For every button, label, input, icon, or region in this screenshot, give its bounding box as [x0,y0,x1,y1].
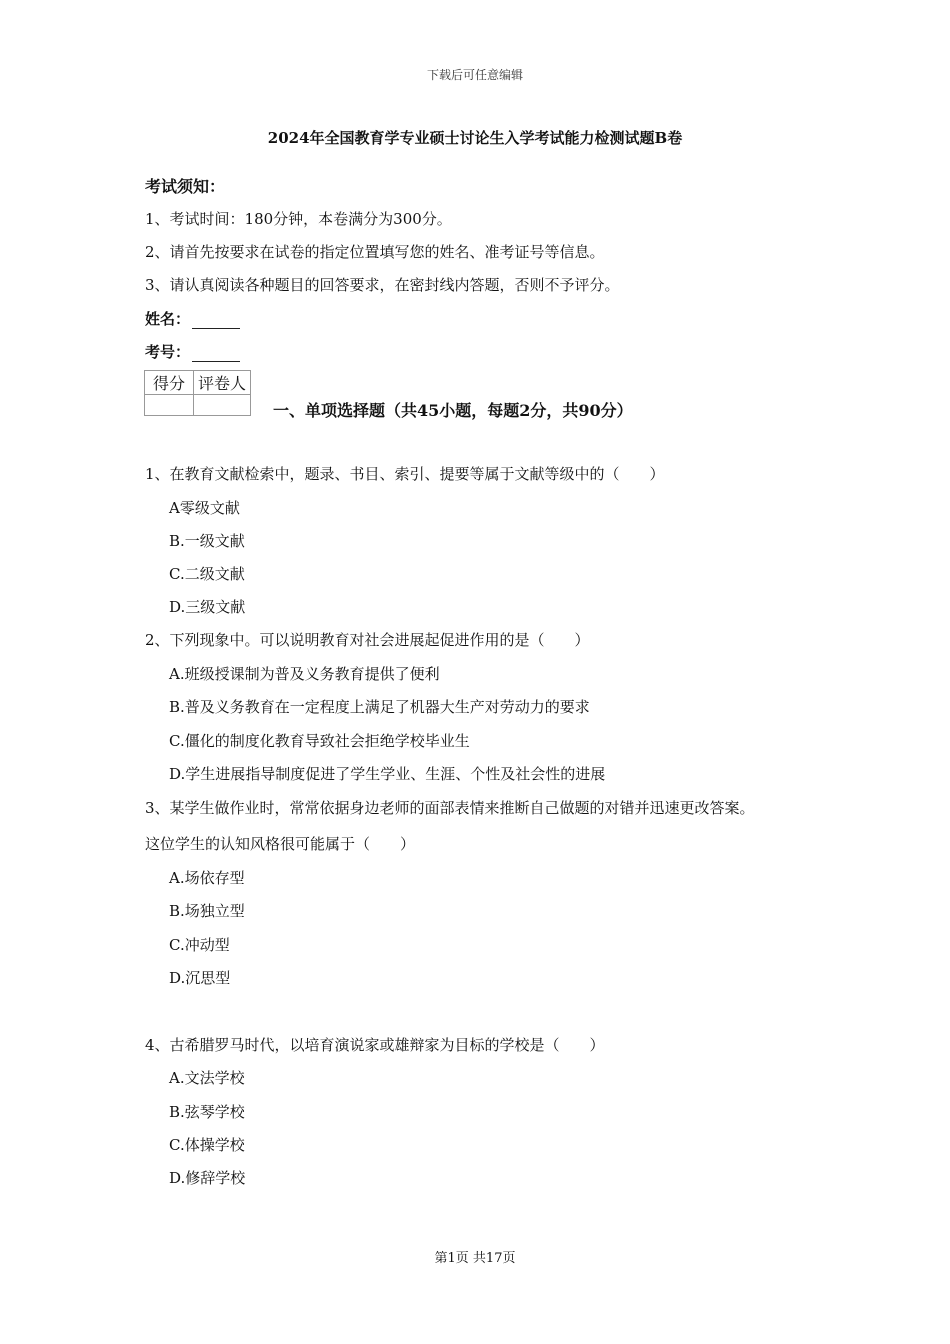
question-stem: 2、下列现象中。可以说明教育对社会进展起促进作用的是（ ） [145,631,590,649]
question-option: D.学生进展指导制度促进了学生学业、生涯、个性及社会性的进展 [169,765,606,783]
id-blank[interactable] [192,347,240,362]
question-option: A.班级授课制为普及义务教育提供了便利 [169,665,440,683]
question-option: B.场独立型 [169,902,245,920]
header-note: 下载后可任意编辑 [426,68,523,82]
question-stem: 3、某学生做作业时，常常依据身边老师的面部表情来推断自己做题的对错并迅速更改答案。 [145,799,755,817]
score-header: 得分 [145,371,194,395]
question-option: C.冲动型 [169,936,230,954]
question-option: A.文法学校 [169,1069,245,1087]
notice-heading: 考试须知： [145,177,226,196]
notice-item: 1、考试时间：180分钟，本卷满分为300分。 [145,210,452,228]
question-stem: 1、在教育文献检索中，题录、书目、索引、提要等属于文献等级中的（ ） [145,465,665,483]
question-option: A零级文献 [169,499,240,517]
question-option: C.二级文献 [169,565,245,583]
question-stem-continued: 这位学生的认知风格很可能属于（ ） [145,835,416,853]
question-option: C.僵化的制度化教育导致社会拒绝学校毕业生 [169,732,470,750]
section-title: 一、单项选择题（共45小题，每题2分，共90分） [273,401,633,420]
name-label: 姓名： [145,310,191,328]
question-stem: 4、古希腊罗马时代，以培育演说家或雄辩家为目标的学校是（ ） [145,1036,605,1054]
score-table [144,370,251,416]
name-field [145,308,240,329]
question-option: D.三级文献 [169,598,246,616]
document-title: 2024年全国教育学专业硕士讨论生入学考试能力检测试题B卷 [267,129,683,147]
question-option: C.体操学校 [169,1136,245,1154]
question-option: B.普及义务教育在一定程度上满足了机器大生产对劳动力的要求 [169,698,590,716]
question-option: D.沉思型 [169,969,231,987]
question-option: D.修辞学校 [169,1169,246,1187]
grader-header: 评卷人 [194,371,251,395]
id-label: 考号： [145,343,191,361]
question-option: A.场依存型 [169,869,245,887]
grader-cell[interactable] [194,395,251,416]
notice-item: 3、请认真阅读各种题目的回答要求，在密封线内答题，否则不予评分。 [145,276,620,294]
name-blank[interactable] [192,314,240,329]
question-option: B.一级文献 [169,532,245,550]
question-option: B.弦琴学校 [169,1103,245,1121]
notice-item: 2、请首先按要求在试卷的指定位置填写您的姓名、准考证号等信息。 [145,243,605,261]
page-number: 第1页 共17页 [434,1251,516,1266]
id-field [145,341,240,362]
score-cell[interactable] [145,395,194,416]
